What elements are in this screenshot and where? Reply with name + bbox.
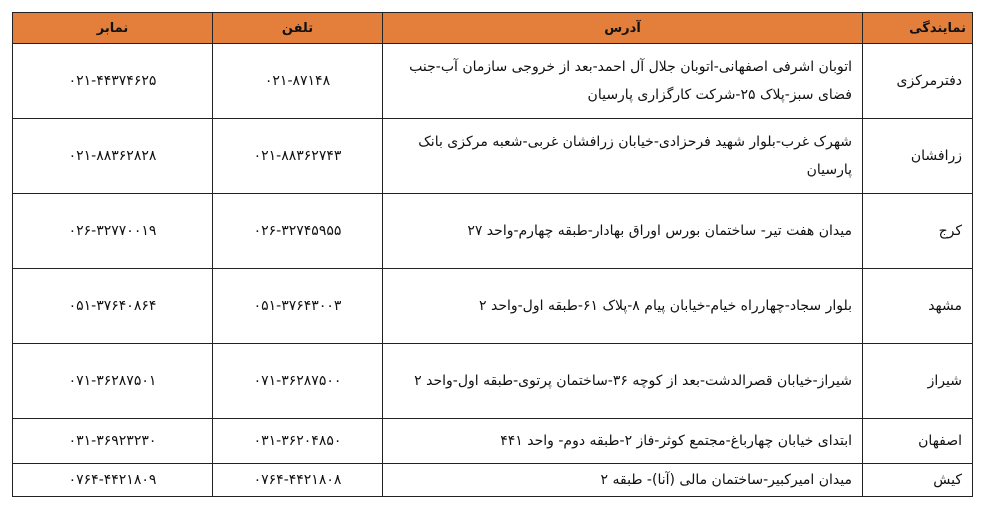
office-name: شیراز <box>863 344 973 419</box>
office-name: مشهد <box>863 269 973 344</box>
office-name: کیش <box>863 464 973 497</box>
office-fax: ۰۳۱-۳۶۹۲۳۲۳۰ <box>13 419 213 464</box>
office-phone: ۰۷۶۴-۴۴۲۱۸۰۸ <box>213 464 383 497</box>
office-phone: ۰۲۶-۳۲۷۴۵۹۵۵ <box>213 194 383 269</box>
table-row <box>13 344 973 419</box>
office-fax: ۰۷۱-۳۶۲۸۷۵۰۱ <box>13 344 213 419</box>
office-address: میدان امیرکبیر-ساختمان مالی (آنا)- طبقه ۲ <box>383 464 863 497</box>
office-fax: ۰۷۶۴-۴۴۲۱۸۰۹ <box>13 464 213 497</box>
header-fax: نمابر <box>13 13 213 44</box>
table-row <box>13 419 973 464</box>
header-phone: تلفن <box>213 13 383 44</box>
table-header-row <box>13 13 973 44</box>
office-fax: ۰۲۱-۴۴۳۷۴۶۲۵ <box>13 44 213 119</box>
office-address: میدان هفت تیر- ساختمان بورس اوراق بهادار-طبقه چهارم-واحد ۲۷ <box>383 194 863 269</box>
office-phone: ۰۵۱-۳۷۶۴۳۰۰۳ <box>213 269 383 344</box>
office-address: اتوبان اشرفی اصفهانی-اتوبان جلال آل احمد-بعد از خروجی سازمان آب-جنب فضای سبز-پلاک ۲۵-شرکت کارگزاری پارسیان <box>383 44 863 119</box>
table-row <box>13 269 973 344</box>
header-office: نمایندگی <box>863 13 973 44</box>
offices-table <box>12 12 973 497</box>
office-fax: ۰۲۱-۸۸۳۶۲۸۲۸ <box>13 119 213 194</box>
table-row <box>13 464 973 497</box>
table-row <box>13 194 973 269</box>
office-address: بلوار سجاد-چهارراه خیام-خیابان پیام ۸-پلاک ۶۱-طبقه اول-واحد ۲ <box>383 269 863 344</box>
office-name: دفترمرکزی <box>863 44 973 119</box>
office-fax: ۰۵۱-۳۷۶۴۰۸۶۴ <box>13 269 213 344</box>
office-name: اصفهان <box>863 419 973 464</box>
office-name: کرج <box>863 194 973 269</box>
office-phone: ۰۲۱-۸۸۳۶۲۷۴۳ <box>213 119 383 194</box>
table-row <box>13 119 973 194</box>
office-phone: ۰۷۱-۳۶۲۸۷۵۰۰ <box>213 344 383 419</box>
header-address: آدرس <box>383 13 863 44</box>
office-fax: ۰۲۶-۳۲۷۷۰۰۱۹ <box>13 194 213 269</box>
office-phone: ۰۲۱-۸۷۱۴۸ <box>213 44 383 119</box>
office-address: شهرک غرب-بلوار شهید فرحزادی-خیابان زرافشان غربی-شعبه مرکزی بانک پارسیان <box>383 119 863 194</box>
office-address: ابتدای خیابان چهارباغ-مجتمع کوثر-فاز ۲-طبقه دوم- واحد ۴۴۱ <box>383 419 863 464</box>
table-row <box>13 44 973 119</box>
office-address: شیراز-خیابان قصرالدشت-بعد از کوچه ۳۶-ساختمان پرتوی-طبقه اول-واحد ۲ <box>383 344 863 419</box>
offices-table-wrapper <box>12 12 972 497</box>
office-name: زرافشان <box>863 119 973 194</box>
office-phone: ۰۳۱-۳۶۲۰۴۸۵۰ <box>213 419 383 464</box>
